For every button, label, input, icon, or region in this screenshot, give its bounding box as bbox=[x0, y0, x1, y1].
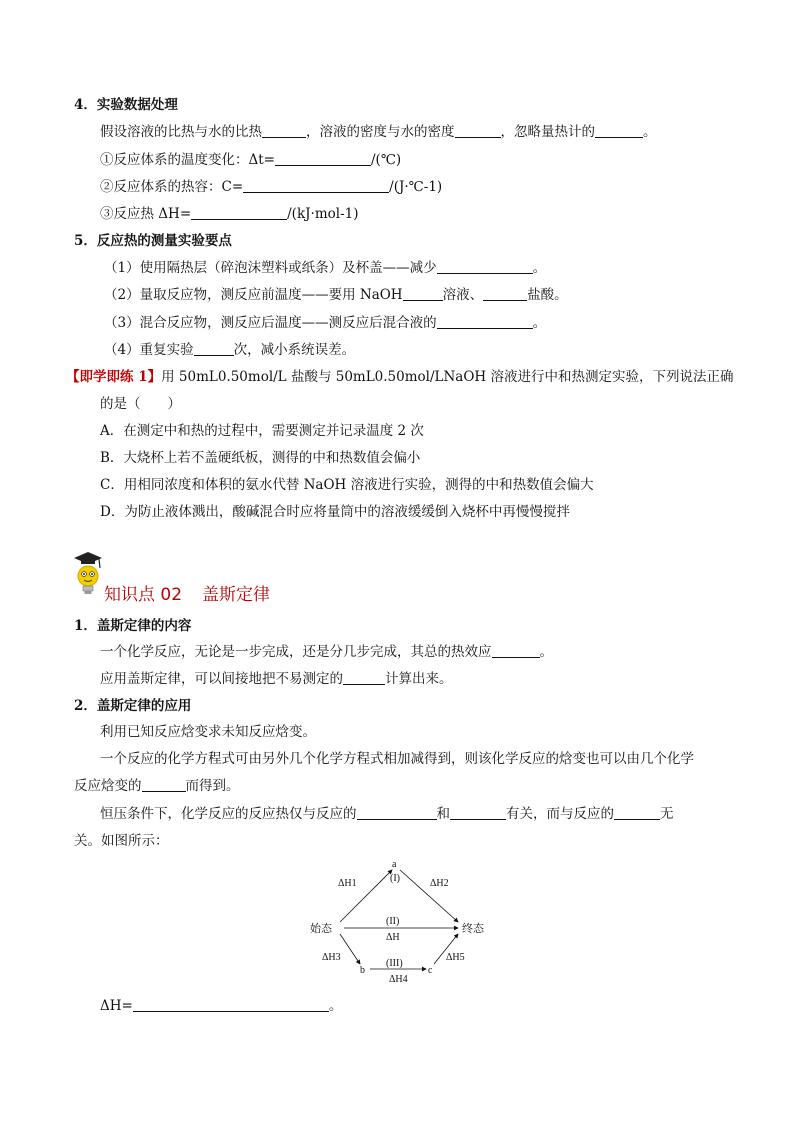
blank[interactable] bbox=[191, 205, 287, 220]
kp-content-1: 一个化学反应，无论是一步完成，还是分几步完成，其总的热效应 。 bbox=[100, 644, 553, 660]
state-b-label: b bbox=[360, 965, 365, 976]
point-3: （3）混合反应物，测反应后温度——测反应后混合液的 。 bbox=[104, 315, 547, 331]
state-a-label: a bbox=[392, 859, 397, 870]
exercise-tag: 【即学即练 1】 bbox=[66, 369, 162, 385]
blank[interactable] bbox=[492, 643, 540, 658]
hess-law-diagram bbox=[300, 856, 500, 991]
dh3-label: ΔH3 bbox=[322, 952, 341, 963]
knowledge-point-title: 知识点 02 盖斯定律 bbox=[104, 585, 271, 605]
kp-usage-4: 恒压条件下，化学反应的反应热仅与反应的 和 有关，而与反应的 无 bbox=[100, 806, 674, 822]
blank[interactable] bbox=[403, 286, 443, 301]
arrow-a-to-end bbox=[400, 870, 458, 922]
graduate-bulb-icon bbox=[68, 548, 104, 598]
reaction-heat-line: ③反应热 ΔH= /(kJ·mol-1) bbox=[100, 206, 359, 222]
blank[interactable] bbox=[343, 670, 385, 685]
kp-usage-2: 一个反应的化学方程式可由另外几个化学方程式相加减得到，则该化学反应的焓变也可以由几个化学 bbox=[100, 751, 694, 767]
section-5-heading: 5．反应热的测量实验要点 bbox=[74, 233, 232, 249]
option-c[interactable]: C．用相同浓度和体积的氨水代替 NaOH 溶液进行实验，测得的中和热数值会偏大 bbox=[100, 477, 594, 493]
section-4-heading: 4．实验数据处理 bbox=[74, 97, 178, 113]
option-b[interactable]: B．大烧杯上若不盖硬纸板，测得的中和热数值会偏小 bbox=[100, 450, 421, 466]
end-state-label: 终态 bbox=[462, 923, 484, 935]
assumption-line: 假设溶液的比热与水的比热 ，溶液的密度与水的密度 ，忽略量热计的 。 bbox=[100, 124, 657, 140]
blank[interactable] bbox=[437, 314, 533, 329]
kp-content-2: 应用盖斯定律，可以间接地把不易测定的 计算出来。 bbox=[100, 671, 453, 687]
kp-usage-3: 反应焓变的 而得到。 bbox=[74, 778, 240, 794]
point-4: （4）重复实验 次，减小系统误差。 bbox=[104, 342, 356, 358]
path-3-label: (III) bbox=[386, 958, 403, 969]
blank[interactable] bbox=[595, 123, 643, 138]
arrow-start-to-b bbox=[340, 934, 360, 964]
kp-usage-5: 关。如图所示： bbox=[74, 833, 169, 849]
blank[interactable] bbox=[357, 805, 437, 820]
option-d[interactable]: D．为防止液体溅出，酸碱混合时应将量筒中的溶液缓缓倒入烧杯中再慢慢搅拌 bbox=[100, 504, 570, 520]
blank[interactable] bbox=[243, 178, 389, 193]
dh-label: ΔH bbox=[386, 932, 400, 943]
blank[interactable] bbox=[142, 777, 186, 792]
exercise-question-cont: 的是（ ） bbox=[100, 396, 181, 412]
path-1-label: (I) bbox=[390, 873, 400, 884]
blank[interactable] bbox=[275, 151, 371, 166]
path-2-label: (II) bbox=[386, 916, 400, 927]
blank[interactable] bbox=[455, 123, 501, 138]
blank[interactable] bbox=[483, 286, 527, 301]
temp-change-line: ①反应体系的温度变化：Δt= /(℃) bbox=[100, 152, 402, 168]
exercise-question: 【即学即练 1】用 50mL0.50mol/L 盐酸与 50mL0.50mol/LNaOH 溶液进行中和热测定实验，下列说法正确 bbox=[66, 369, 734, 385]
point-2: （2）量取反应物，测反应前温度——要用 NaOH 溶液、 盐酸。 bbox=[104, 287, 568, 303]
kp-usage-1: 利用已知反应焓变求未知反应焓变。 bbox=[100, 724, 316, 740]
dh4-label: ΔH4 bbox=[389, 974, 408, 985]
dh5-label: ΔH5 bbox=[446, 952, 465, 963]
option-a[interactable]: A．在测定中和热的过程中，需要测定并记录温度 2 次 bbox=[100, 423, 424, 439]
dh1-label: ΔH1 bbox=[338, 878, 357, 889]
blank[interactable] bbox=[614, 805, 660, 820]
heat-capacity-line: ②反应体系的热容：C= /(J·℃-1) bbox=[100, 179, 443, 195]
state-c-label: c bbox=[428, 965, 433, 976]
blank[interactable] bbox=[450, 805, 506, 820]
blank[interactable] bbox=[437, 259, 533, 274]
point-1: （1）使用隔热层（碎泡沫塑料或纸条）及杯盖——减少 。 bbox=[104, 260, 547, 276]
blank[interactable] bbox=[262, 123, 306, 138]
dh2-label: ΔH2 bbox=[430, 878, 449, 889]
blank[interactable] bbox=[133, 997, 329, 1012]
start-state-label: 始态 bbox=[310, 923, 332, 935]
final-dh-line: ΔH= 。 bbox=[100, 998, 343, 1014]
blank[interactable] bbox=[194, 341, 234, 356]
kp-heading-2: 2．盖斯定律的应用 bbox=[74, 698, 192, 714]
kp-heading-1: 1．盖斯定律的内容 bbox=[74, 618, 192, 634]
